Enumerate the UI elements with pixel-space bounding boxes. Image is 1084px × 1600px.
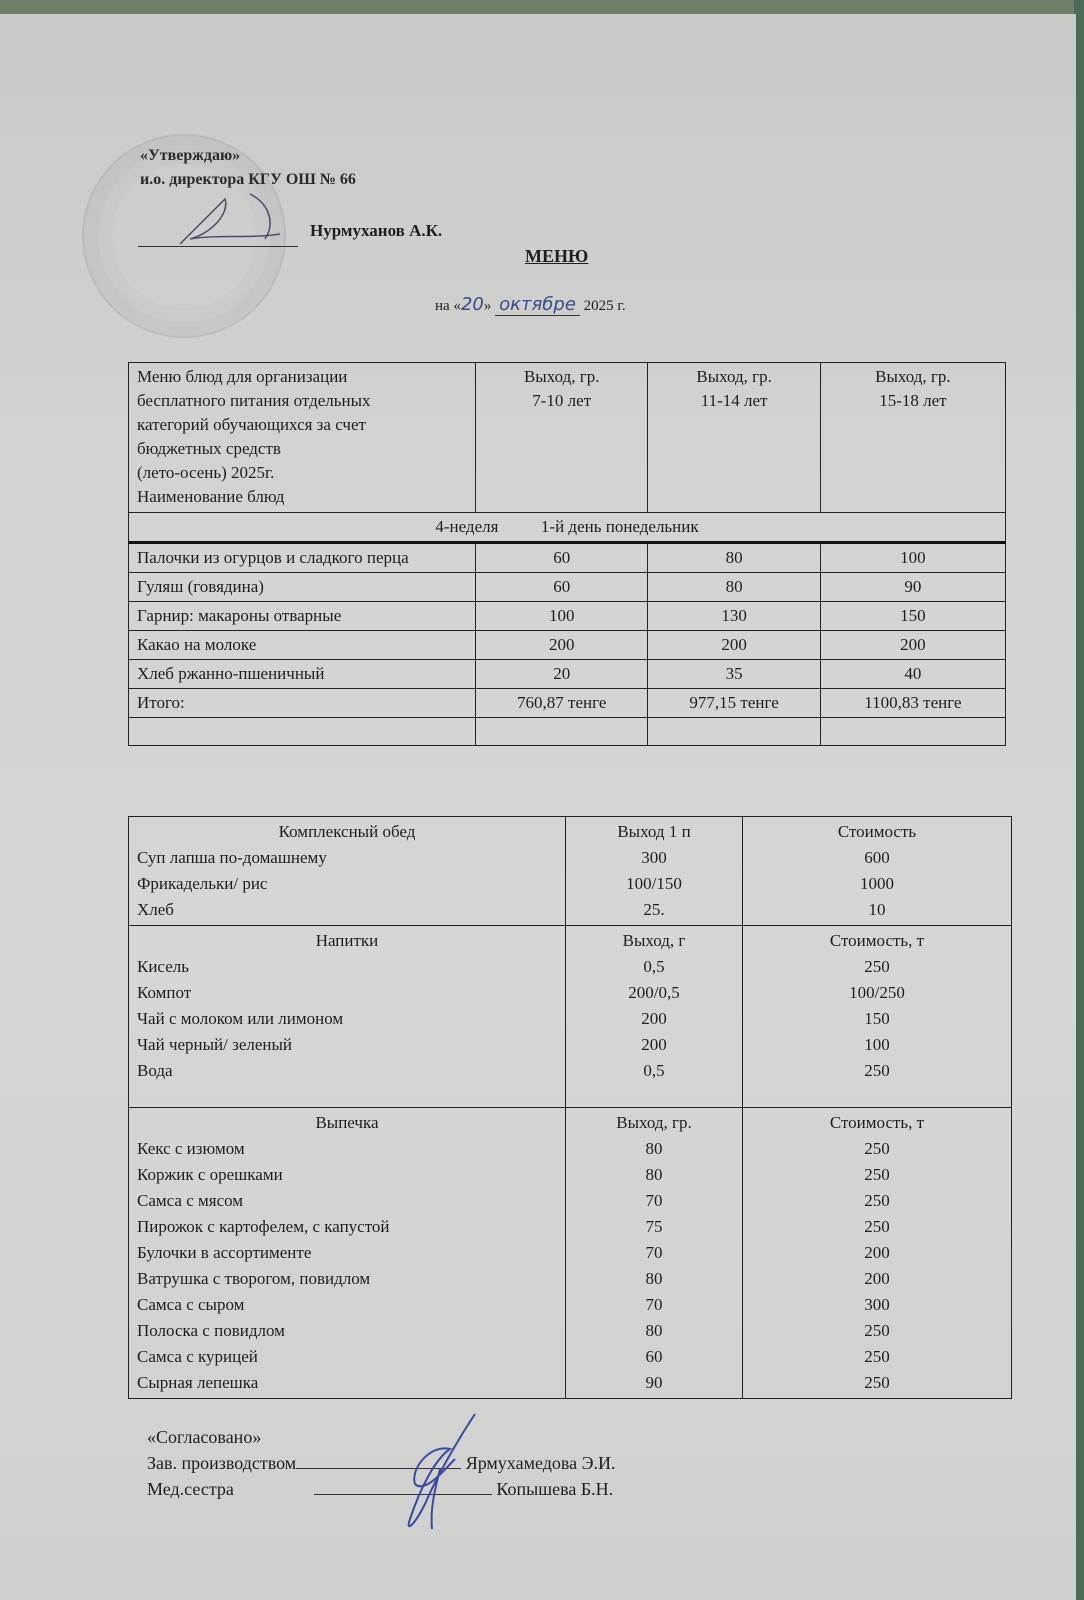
yield-15-18: 150 <box>820 602 1005 631</box>
item-yield: 80 <box>645 1165 663 1184</box>
column-header-label: Выход, гр. <box>875 367 951 386</box>
header-desc-line: Наименование блюд <box>137 487 285 506</box>
item-yield: 300 <box>641 848 667 867</box>
item-cost: 150 <box>864 1009 890 1028</box>
menu-date <box>435 294 626 316</box>
approve-label: «Утверждаю» <box>140 147 241 164</box>
yield-header: Выход 1 п <box>617 822 691 841</box>
yield-header: Выход, г <box>622 931 686 950</box>
production-head-name: Ярмухамедова Э.И. <box>465 1453 616 1473</box>
item-name: Самса с мясом <box>137 1191 244 1210</box>
item-name: Суп лапша по-домашнему <box>137 848 327 867</box>
yield-11-14: 200 <box>648 631 820 660</box>
section-costs <box>743 817 1012 926</box>
week-day-cell <box>129 513 1006 543</box>
section-title: Напитки <box>315 931 379 950</box>
item-cost: 100 <box>864 1035 890 1054</box>
item-yield: 70 <box>645 1191 663 1210</box>
column-header-age: 7-10 лет <box>532 391 592 410</box>
yield-7-10: 200 <box>476 631 648 660</box>
section-items <box>129 817 566 926</box>
total-11-14: 977,15 тенге <box>648 689 820 718</box>
background-top-edge <box>0 0 1084 14</box>
item-cost: 600 <box>864 848 890 867</box>
item-name: Кисель <box>137 957 189 976</box>
empty-row <box>129 718 1006 746</box>
table-header-row <box>129 363 1006 513</box>
item-name: Хлеб <box>137 900 174 919</box>
column-header-label: Выход, гр. <box>696 367 772 386</box>
item-cost: 250 <box>864 1191 890 1210</box>
item-cost: 200 <box>864 1243 890 1262</box>
item-yield: 0,5 <box>643 1061 665 1080</box>
item-yield: 70 <box>645 1243 663 1262</box>
item-name: Кекс с изюмом <box>137 1139 245 1158</box>
item-yield: 100/150 <box>626 874 682 893</box>
item-name: Компот <box>137 983 192 1002</box>
item-name: Полоска с повидлом <box>137 1321 285 1340</box>
total-label: Итого: <box>129 689 476 718</box>
item-cost: 250 <box>864 1373 890 1392</box>
header-desc-line: категорий обучающихся за счет <box>137 415 366 434</box>
item-name: Ватрушка с творогом, повидлом <box>137 1269 371 1288</box>
item-yield: 75 <box>645 1217 663 1236</box>
section-costs <box>743 1108 1012 1399</box>
day-label: 1-й день понедельник <box>540 517 699 536</box>
item-yield: 200 <box>641 1035 667 1054</box>
section-drinks <box>129 926 1012 1108</box>
date-mid: » <box>483 298 492 314</box>
item-cost: 200 <box>864 1269 890 1288</box>
table-row <box>129 543 1006 573</box>
item-yield: 70 <box>645 1295 663 1314</box>
section-title: Выпечка <box>315 1113 379 1132</box>
date-day: 20 <box>460 294 484 315</box>
section-costs <box>743 926 1012 1108</box>
section-baked-goods <box>129 1108 1012 1399</box>
item-name: Пирожок с картофелем, с капустой <box>137 1217 390 1236</box>
total-15-18: 1100,83 тенге <box>820 689 1005 718</box>
item-cost: 10 <box>868 900 886 919</box>
item-cost: 1000 <box>860 874 894 893</box>
column-header-age: 15-18 лет <box>879 391 947 410</box>
empty-cell <box>476 718 648 746</box>
item-name: Булочки в ассортименте <box>137 1243 312 1262</box>
yield-7-10: 20 <box>476 660 648 689</box>
item-cost: 250 <box>864 1347 890 1366</box>
item-name: Самса с курицей <box>137 1347 258 1366</box>
section-yields <box>566 1108 743 1399</box>
production-head-label: Зав. производством <box>147 1453 297 1473</box>
item-yield: 80 <box>645 1321 663 1340</box>
item-name: Вода <box>137 1061 173 1080</box>
yield-11-14: 80 <box>648 543 820 573</box>
header-desc-line: (лето-осень) 2025г. <box>137 463 275 482</box>
page-title: МЕНЮ <box>525 246 589 266</box>
item-yield: 200 <box>641 1009 667 1028</box>
dish-name: Гарнир: макароны отварные <box>129 602 476 631</box>
table-row <box>129 602 1006 631</box>
dish-name: Гуляш (говядина) <box>129 573 476 602</box>
director-name: Нурмуханов А.К. <box>310 221 443 240</box>
section-yields <box>566 926 743 1108</box>
item-cost: 100/250 <box>849 983 905 1002</box>
section-yields <box>566 817 743 926</box>
empty-cell <box>820 718 1005 746</box>
yield-15-18: 200 <box>820 631 1005 660</box>
item-name: Сырная лепешка <box>137 1373 259 1392</box>
column-header-age: 11-14 лет <box>700 391 768 410</box>
paid-menu-table <box>128 816 1012 1399</box>
yield-7-10: 60 <box>476 573 648 602</box>
item-name: Коржик с орешками <box>137 1165 283 1184</box>
yield-15-18: 100 <box>820 543 1005 573</box>
cost-header: Стоимость <box>837 822 917 841</box>
agreement-signature-icon <box>370 1409 500 1539</box>
total-7-10: 760,87 тенге <box>476 689 648 718</box>
nurse-name: Копышева Б.Н. <box>496 1479 614 1499</box>
header-description-cell <box>129 363 476 513</box>
item-cost: 250 <box>864 1165 890 1184</box>
column-header-11-14 <box>648 363 820 513</box>
item-yield: 200/0,5 <box>628 983 680 1002</box>
dish-name: Какао на молоке <box>129 631 476 660</box>
item-cost: 250 <box>864 1139 890 1158</box>
director-signature-line <box>138 246 298 247</box>
item-yield: 90 <box>645 1373 663 1392</box>
item-cost: 300 <box>864 1295 890 1314</box>
empty-cell <box>648 718 820 746</box>
yield-15-18: 40 <box>820 660 1005 689</box>
table-row <box>129 573 1006 602</box>
yield-11-14: 130 <box>648 602 820 631</box>
yield-11-14: 35 <box>648 660 820 689</box>
item-cost: 250 <box>864 1061 890 1080</box>
nurse-label: Мед.сестра <box>147 1479 234 1499</box>
item-yield: 60 <box>645 1347 663 1366</box>
item-cost: 250 <box>864 1321 890 1340</box>
date-month: октябре <box>499 294 576 315</box>
item-name: Чай черный/ зеленый <box>137 1035 293 1054</box>
section-title: Комплексный обед <box>278 822 416 841</box>
column-header-label: Выход, гр. <box>523 367 600 386</box>
header-desc-line: бесплатного питания отдельных <box>137 391 371 410</box>
dish-name: Хлеб ржанно-пшеничный <box>129 660 476 689</box>
item-yield: 80 <box>645 1139 663 1158</box>
cost-header: Стоимость, т <box>829 1113 925 1132</box>
menu-document <box>0 14 1076 1600</box>
item-name: Чай с молоком или лимоном <box>137 1009 344 1028</box>
free-meal-table <box>128 362 1006 746</box>
week-label: 4-неделя <box>435 517 499 536</box>
director-signature-icon <box>150 184 300 254</box>
cost-header: Стоимость, т <box>829 931 925 950</box>
yield-7-10: 60 <box>476 543 648 573</box>
header-desc-line: бюджетных средств <box>137 439 281 458</box>
section-items <box>129 1108 566 1399</box>
item-name: Фрикадельки/ рис <box>137 874 268 893</box>
agreed-label: «Согласовано» <box>147 1427 262 1447</box>
total-row <box>129 689 1006 718</box>
column-header-15-18 <box>820 363 1005 513</box>
item-yield: 25. <box>643 900 665 919</box>
item-name: Самса с сыром <box>137 1295 245 1314</box>
table-row <box>129 660 1006 689</box>
date-prefix: на « <box>435 298 461 314</box>
item-cost: 250 <box>864 957 890 976</box>
yield-15-18: 90 <box>820 573 1005 602</box>
item-cost: 250 <box>864 1217 890 1236</box>
dish-name: Палочки из огурцов и сладкого перца <box>129 543 476 573</box>
table-row <box>129 631 1006 660</box>
section-items <box>129 926 566 1108</box>
empty-cell <box>129 718 476 746</box>
column-header-7-10 <box>476 363 648 513</box>
yield-header: Выход, гр. <box>616 1113 692 1132</box>
yield-7-10: 100 <box>476 602 648 631</box>
week-day-row <box>129 513 1006 543</box>
approve-position: и.о. директора КГУ ОШ № 66 <box>140 171 356 188</box>
section-complex-lunch <box>129 817 1012 926</box>
yield-11-14: 80 <box>648 573 820 602</box>
item-yield: 80 <box>645 1269 663 1288</box>
date-suffix: 2025 г. <box>583 298 626 314</box>
item-yield: 0,5 <box>643 957 665 976</box>
header-desc-line: Меню блюд для организации <box>137 367 348 386</box>
